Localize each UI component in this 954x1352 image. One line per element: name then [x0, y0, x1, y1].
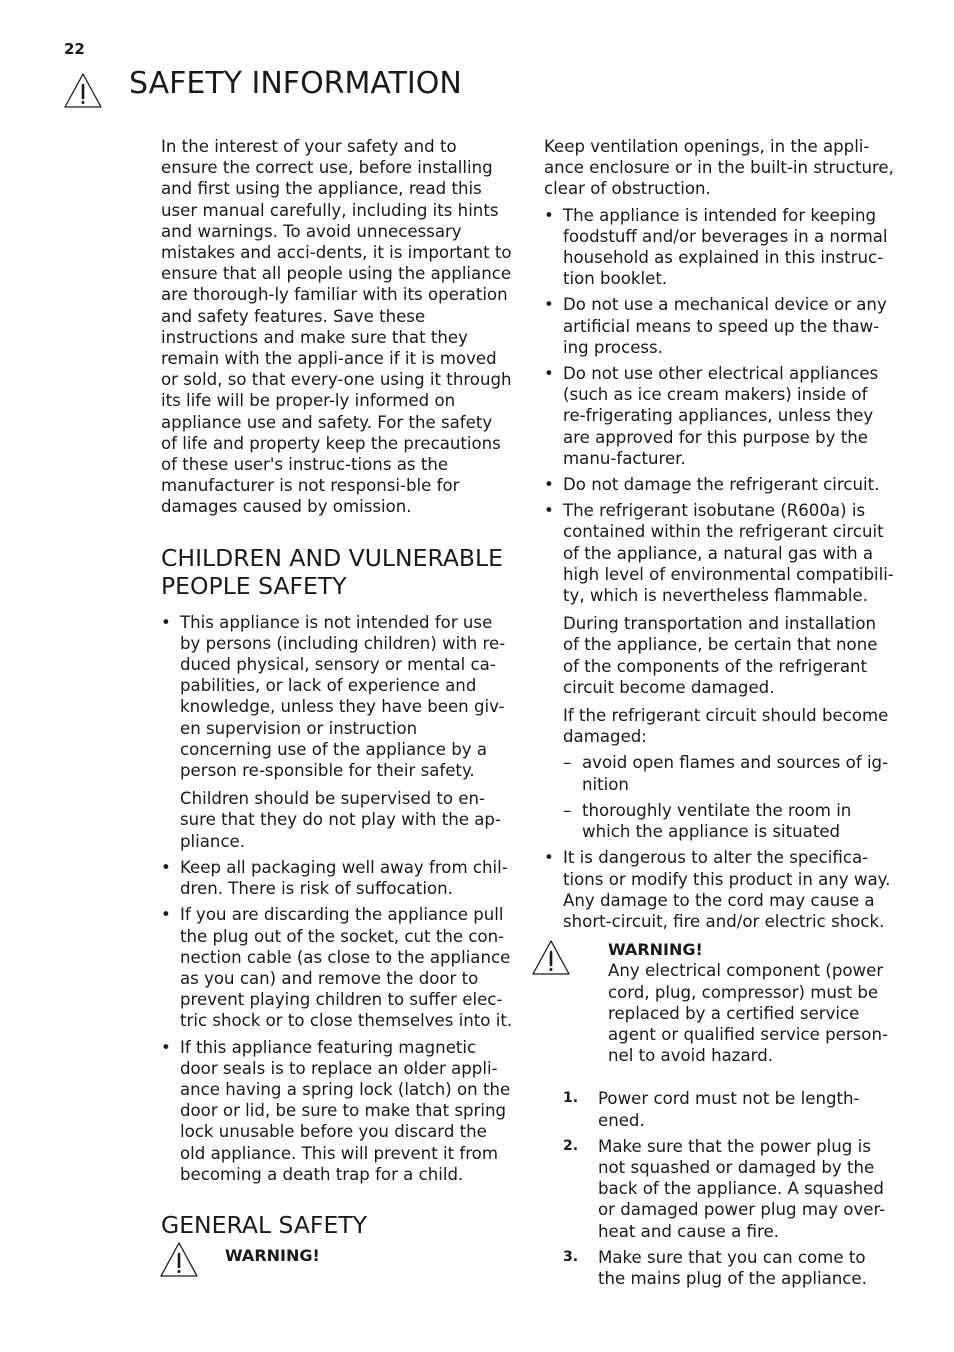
general-warning: [161, 1245, 513, 1266]
list-item: • Do not use a mechanical device or any artificial means to speed up the thaw-ing process.: [544, 294, 894, 358]
electrical-warning: [544, 939, 894, 1066]
warning-label: WARNING!: [608, 940, 703, 960]
general-safety-heading: GENERAL SAFETY: [161, 1210, 368, 1239]
warning-text: Any electrical component (power cord, plug, compressor) must be replaced by a certified service agent or qualified service person-nel to avoid hazard.: [608, 961, 888, 1066]
list-item: • If you are discarding the appliance pull the plug out of the socket, cut the con-nection cable (as close to the appliance as you can) and remove the door to prevent playing children to suffer elec-tric shock or to close themselves into it.: [161, 904, 513, 1031]
warning-triangle-icon: [63, 72, 103, 110]
step-number: 1.: [563, 1090, 579, 1107]
step-number: 3.: [563, 1248, 579, 1265]
power-cord-steps: [544, 1088, 894, 1289]
list-item: • The refrigerant isobutane (R600a) is contained within the refrigerant circuit of the appliance, a natural gas with a high level of environmental compatibili-ty, which is nevertheless flammable. During transportation and installation of the appliance, be certain that none of the components of the refrigerant circuit become damaged. If the refrigerant circuit should become damaged: – avoid open flames and sources of ig-nition – thoroughly ventilate the room in which the appliance is situated: [544, 500, 894, 842]
damaged-intro: If the refrigerant circuit should become damaged:: [563, 706, 889, 747]
children-safety-list: [161, 612, 513, 1185]
list-item: • Keep all packaging well away from chil-dren. There is risk of suffocation.: [161, 857, 513, 899]
list-item: • The appliance is intended for keeping foodstuff and/or beverages in a normal household as explained in this instruc-tion booklet.: [544, 205, 894, 290]
warning-label: WARNING!: [225, 1245, 320, 1265]
supervision-note: Children should be supervised to en-sure that they do not play with the ap-pliance.: [180, 789, 501, 851]
list-item: • This appliance is not intended for use by persons (including children) with re-duced physical, sensory or mental ca-pabilities, or lack of experience and knowledge, unless they have been giv-en supervision or instruction concerning use of the appliance by a person re-sponsible for their safety. Children should be supervised to en-sure that they do not play with the ap-pliance.: [161, 612, 513, 852]
list-item: • If this appliance featuring magnetic door seals is to replace an older appli-ance having a spring lock (latch) on the door or lid, be sure to make that spring lock unusable before you discard the old appliance. This will prevent it from becoming a death trap for a child.: [161, 1037, 513, 1185]
list-item: • Do not damage the refrigerant circuit.: [544, 474, 894, 495]
step-item: 1. Power cord must not be length-ened.: [563, 1089, 860, 1130]
dash-item: – avoid open flames and sources of ig-nition: [563, 752, 894, 794]
page-title: SAFETY INFORMATION: [129, 66, 462, 101]
warning-triangle-icon: [159, 1241, 199, 1279]
damaged-actions-list: [563, 752, 894, 842]
step-number: 2.: [563, 1137, 579, 1154]
children-safety-heading: CHILDREN AND VULNERABLE PEOPLE SAFETY: [161, 543, 503, 600]
step-item: 3. Make sure that you can come to the mains plug of the appliance.: [563, 1247, 867, 1288]
dash-item: – thoroughly ventilate the room in which the appliance is situated: [563, 800, 894, 842]
warning-triangle-icon: [531, 939, 571, 977]
step-item: 2. Make sure that the power plug is not squashed or damaged by the back of the appliance. A squashed or damaged power plug may over-heat and cause a fire.: [563, 1136, 886, 1241]
general-safety-list: [544, 205, 894, 933]
list-item: • Do not use other electrical appliances (such as ice cream makers) inside of re-frigerating appliances, unless they are approved for this purpose by the manu-facturer.: [544, 363, 894, 469]
intro-paragraph: In the interest of your safety and to ensure the correct use, before installing and first using the appliance, read this user manual carefully, including its hints and warnings. To avoid unnecessary mistakes and acci-dents, it is important to ensure that all people using the appliance are thorough-ly familiar with its operation and safety features. Save these instructions and make sure that they remain with the appli-ance if it is moved or sold, so that every-one using it through its life will be proper-ly informed on appliance use and safety. For the safety of life and property keep the precautions of these user's instruc-tions as the manufacturer is not responsi-ble for damages caused by omission.: [161, 137, 512, 517]
list-item: • It is dangerous to alter the specifica-tions or modify this product in any way. Any damage to the cord may cause a short-circuit, fire and/or electric shock.: [544, 847, 894, 932]
right-column: [544, 136, 894, 1294]
page-number: 22: [64, 40, 85, 58]
left-column: [161, 136, 513, 1266]
ventilation-paragraph: Keep ventilation openings, in the appli-ance enclosure or in the built-in structure, clear of obstruction.: [544, 137, 894, 199]
transport-note: During transportation and installation of the appliance, be certain that none of the components of the refrigerant circuit become damaged.: [563, 614, 878, 697]
